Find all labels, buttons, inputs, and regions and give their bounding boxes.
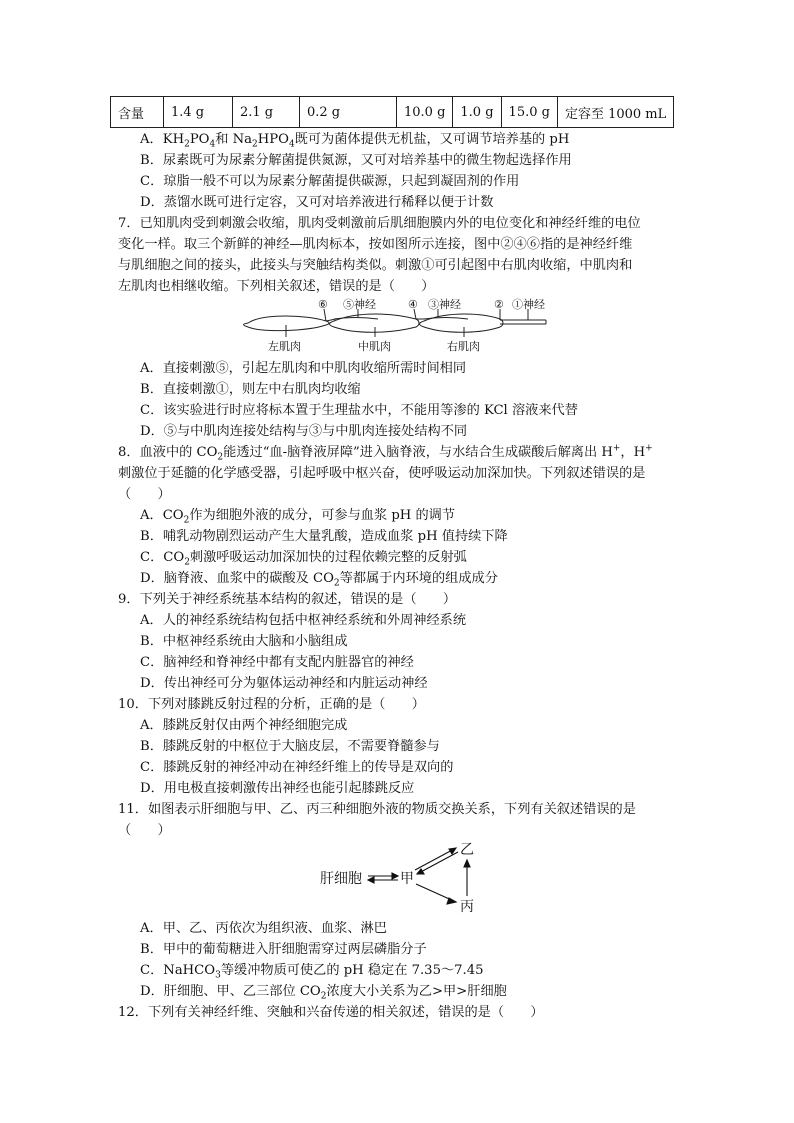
label-3: ③神经: [428, 298, 461, 311]
q8-option-c: C．$CO_2$刺激呼吸运动加深加快的过程依赖完整的反射弧: [140, 550, 467, 568]
q12-stem: 12．下列有关神经纤维、突触和兴奋传递的相关叙述，错误的是（ ）: [118, 1005, 544, 1020]
table-cell: 10.0 g: [397, 97, 453, 128]
label-4: ④: [408, 298, 418, 311]
q11-stem-line1: 11．如图表示肝细胞与甲、乙、丙三种细胞外液的物质交换关系，下列有关叙述错误的是: [118, 802, 636, 817]
q10-option-a: A．膝跳反射仅由两个神经细胞完成: [140, 718, 348, 733]
jia-label: 甲: [400, 871, 414, 887]
q9-stem: 9．下列关于神经系统基本结构的叙述，错误的是（ ）: [118, 592, 457, 607]
table-cell: 15.0 g: [501, 97, 557, 128]
q11-option-c: C．NaHCO$_3$等缓冲物质可使乙的 pH 稳定在 7.35～7.45: [140, 963, 484, 981]
q6-option-a: A．$KH_2PO_4$和 $Na_2HPO_4$既可为菌体提供无机盐，又可调节培养基的 pH: [140, 132, 570, 150]
table-cell: 定容至 1000 mL: [557, 97, 673, 128]
table-cell: 2.1 g: [233, 97, 300, 128]
liver-cell-label: 肝细胞: [320, 871, 362, 887]
q11-stem-line2: （ ）: [118, 823, 171, 838]
label-6: ⑥: [318, 298, 328, 311]
q7-option-c: C．该实验进行时应将标本置于生理盐水中，不能用等渗的 KCl 溶液来代替: [140, 403, 578, 418]
q8-stem-line3: （ ）: [118, 487, 171, 502]
q7-stem-line4: 左肌肉也相继收缩。下列相关叙述，错误的是（ ）: [118, 279, 435, 294]
table-row: [111, 97, 674, 128]
q6-option-b: B．尿素既可为尿素分解菌提供氮源，又可对培养基中的微生物起选择作用: [140, 153, 572, 168]
q10-option-b: B．膝跳反射的中枢位于大脑皮层，不需要脊髓参与: [140, 739, 440, 754]
q6-option-d: D．蒸馏水既可进行定容，又可对培养液进行稀释以便于计数: [140, 195, 494, 210]
right-muscle-label: 右肌肉: [447, 340, 480, 353]
q7-option-a: A．直接刺激⑤，引起左肌肉和中肌肉收缩所需时间相同: [140, 361, 467, 376]
q7-option-d: D．⑤与中肌肉连接处结构与③与中肌肉连接处结构不同: [140, 424, 468, 439]
q11-option-a: A．甲、乙、丙依次为组织液、血浆、淋巴: [140, 921, 387, 936]
q8-stem-line1: 8．血液中的 $CO_2$能透过“血-脑脊液屏障”进入脑脊液，与水结合生成碳酸后解离出 H+，H+: [118, 443, 653, 463]
medium-composition-table: [110, 96, 674, 128]
q8-option-b: B．哺乳动物剧烈运动产生大量乳酸，造成血浆 pH 值持续下降: [140, 529, 508, 544]
q8-stem-line2: 刺激位于延髓的化学感受器，引起呼吸中枢兴奋，使呼吸运动加深加快。下列叙述错误的是: [118, 466, 646, 481]
table-cell: 1.4 g: [164, 97, 233, 128]
q10-option-c: C．膝跳反射的神经冲动在神经纤维上的传导是双向的: [140, 760, 454, 775]
q10-option-d: D．用电极直接刺激传出神经也能引起膝跳反应: [140, 781, 415, 796]
q7-option-b: B．直接刺激①，则左中右肌肉均收缩: [140, 382, 361, 397]
q9-option-c: C．脑神经和脊神经中都有支配内脏器官的神经: [140, 655, 414, 670]
left-muscle-label: 左肌肉: [268, 340, 301, 353]
label-5: ⑤神经: [343, 298, 376, 311]
q9-option-d: D．传出神经可分为躯体运动神经和内脏运动神经: [140, 676, 428, 691]
q11-option-d: D．肝细胞、甲、乙三部位 $CO_2$浓度大小关系为乙>甲>肝细胞: [140, 984, 507, 1002]
label-1: ①神经: [512, 298, 545, 311]
q9-option-b: B．中枢神经系统由大脑和小脑组成: [140, 634, 348, 649]
q8-option-d: D．脑脊液、血浆中的碳酸及 $CO_2$等都属于内环境的组成成分: [140, 571, 498, 589]
fluid-exchange-diagram: [318, 838, 488, 914]
q11-option-b: B．甲中的葡萄糖进入肝细胞需穿过两层磷脂分子: [140, 942, 427, 957]
yi-label: 乙: [460, 842, 474, 858]
q9-option-a: A．人的神经系统结构包括中枢神经系统和外周神经系统: [140, 613, 467, 628]
q8-option-a: A．$CO_2$作为细胞外液的成分，可参与血浆 pH 的调节: [140, 508, 456, 526]
label-2: ②: [494, 298, 504, 311]
q7-stem-line2: 变化一样。取三个新鲜的神经—肌肉标本，按如图所示连接，图中②④⑥指的是神经纤维: [118, 237, 633, 252]
q7-stem-line1: 7．已知肌肉受到刺激会收缩，肌肉受刺激前后肌细胞膜内外的电位变化和神经纤维的电位: [118, 216, 641, 231]
q6-option-c: C．琼脂一般不可以为尿素分解菌提供碳源，只起到凝固剂的作用: [140, 174, 520, 189]
bing-label: 丙: [460, 899, 474, 914]
table-cell: 1.0 g: [453, 97, 501, 128]
q7-stem-line3: 与肌细胞之间的接头，此接头与突触结构类似。刺激①可引起图中右肌肉收缩，中肌肉和: [118, 258, 633, 273]
q10-stem: 10．下列对膝跳反射过程的分析，正确的是（ ）: [118, 697, 425, 712]
table-cell: 含量: [111, 97, 164, 128]
middle-muscle-label: 中肌肉: [358, 340, 391, 353]
nerve-muscle-diagram: [238, 297, 558, 357]
table-cell: 0.2 g: [300, 97, 397, 128]
